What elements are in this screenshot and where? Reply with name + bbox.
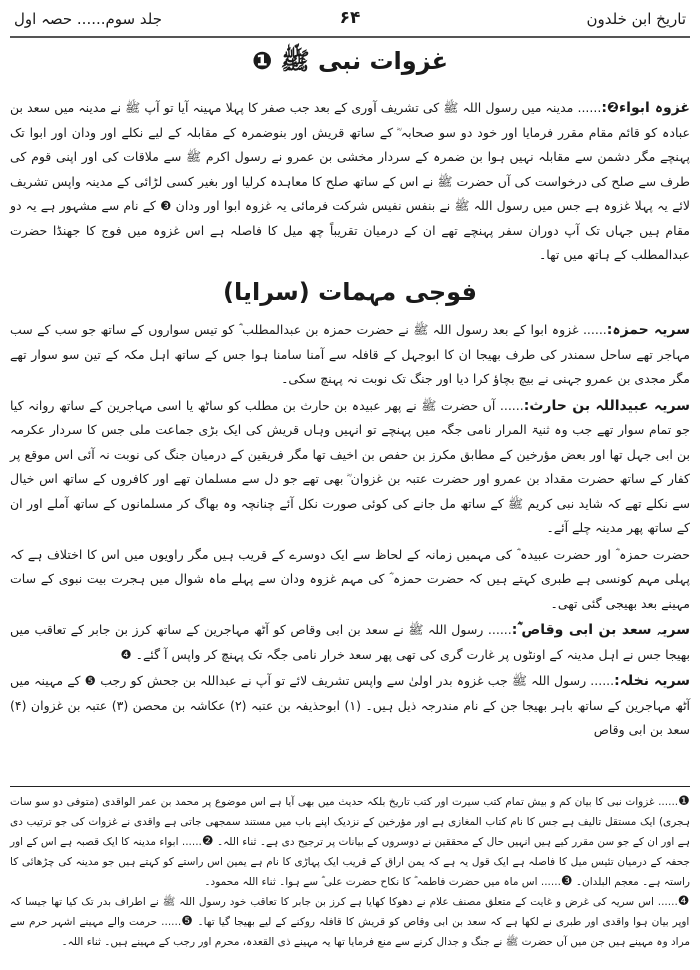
footnote-text: ...... حرمت والے مہینے اشہر حرم سے مراد وہ مہینے ہیں جن میں آں حضرت ﷺ نے جنگ و جدال کرنے سے منع فرمایا تھا یہ مہینے ذی القعدہ، محرم اور رجب کے مہینے ہیں۔ ثناء اللہ۔ — [10, 916, 690, 948]
paragraph-sariya-nakhla — [10, 669, 690, 743]
paragraph-text: ...... آں حضرت ﷺ نے پھر عبیدہ بن حارث بن مطلب کو ساٹھ یا اسی مہاجرین کے ساتھ روانہ کیا جو تمام سوار تھے جب وہ ثنیۃ المرار نامی جگہ میں پہنچے تو انہیں وہاں قریش کی ایک بڑی جماعت ملی جس کا سردار عکرمہ بن ابی جہل تھا اور بعض مؤرخین کے مطابق مکرز بن حفص بن اخیف تھا مگر فریقین کے درمیان جنگ کی نوبت نہ آئی اس موقع پر کفار کے ساتھ حضرت مقداد بن عمرو اور حضرت عتبہ بن غزوان ؓ بھی تھے جو دل سے مسلمان تھے اور کافروں کے ساتھ اس خیال سے نکلے تھے کہ شاید نبی کریم ﷺ کے ساتھ مل جانے کی کوئی صورت نکل آئے چنانچہ وہ بھاگ کر مسلمانوں کے ساتھ آملے اور ان کے ساتھ پھر مدینہ چلے آئے۔ — [10, 397, 690, 535]
paragraph-text: ...... غزوہ ابوا کے بعد رسول اللہ ﷺ نے حضرت حمزہ بن عبدالمطلب ؓ کو تیس سواروں کے ساتھ جو سب کے سب مہاجر تھے ساحل سمندر کی طرف بھیجا ان کا ابوجہل کے قافلہ سے آمنا سامنا ہوا جس کے ساتھ اہل مکہ کے تین سو سوار تھے مگر مجدی بن عمرو جہنی نے بیچ بچاؤ کرا دیا اور جنگ تک نوبت نہ پہنچ سکی۔ — [10, 322, 690, 386]
footnote-marker: ❷ — [201, 834, 214, 849]
run-in-heading: سریہ سعد بن ابی وقاص ؓ: — [511, 622, 690, 638]
run-in-heading: سریہ نخلہ: — [614, 673, 690, 689]
footnote-group — [10, 792, 690, 892]
footnote-marker: ❸ — [560, 874, 573, 889]
paragraph-text: ...... مدینہ میں رسول اللہ ﷺ کی تشریف آوری کے بعد جب صفر کا پہلا مہینہ آیا تو آپ ﷺ نے مدینہ میں سعد بن عبادہ کو قائم مقام مقرر فرمایا اور خود دو سو صحابہ ؓ کے ساتھ قریش اور بنوضمرہ کے مقابلہ کے لیے نکلے اور ودان اور ابوا تک پہنچے مگر دشمن سے مقابلہ نہیں ہوا بن ضمرہ کے سردار مخشی بن عمرو نے رسول اکرم ﷺ سے ملاقات کی اور اپنی قوم کی طرف سے صلح کی درخواست کی آں حضرت ﷺ نے اس کے ساتھ صلح کا معاہدہ کرلیا اور بغیر کسی لڑائی کے مدینہ واپس تشریف لائے یہ پہلا غزوہ ہے جس میں رسول اللہ ﷺ نے بنفس نفیس شرکت فرمائی یہ غزوہ ابوا اور ودان ❸ کے نام سے مشہور ہے یہ دو مقام ہیں جہاں تک آپ دوران سفر پہنچے تھے ان کے درمیان تقریباً چھ میل کا فاصلہ ہے اس غزوہ میں فوج کا جھنڈا حضرت عبدالمطلب کے ہاتھ میں تھا۔ — [10, 100, 690, 262]
run-in-heading: غزوہ ابواء❷: — [601, 100, 690, 116]
paragraph-text: ...... رسول اللہ ﷺ جب غزوہ بدر اولیٰ سے واپس تشریف لائے تو آپ نے عبداللہ بن جحش کو رجب ❺ کے مہینہ میں آٹھ مہاجرین کے ساتھ باہر بھیجا جن کے نام مندرجہ ذیل ہیں۔ (۱) ابوحذیفہ بن عتبہ (۲) عکاشہ بن محصن (۳) عتبہ بن غزوان (۴) سعد بن ابی وقاص — [10, 673, 691, 737]
section-heading: فوجی مہمات (سرایا) — [223, 277, 477, 306]
paragraph-text: حضرت حمزہ ؓ اور حضرت عبیدہ ؓ کی مہمیں زمانہ کے لحاظ سے ایک دوسرے کے قریب ہیں مگر راویوں میں اس کا اختلاف ہے کہ پہلی مہم کونسی ہے طبری کہتے ہیں کہ حضرت حمزہ ؓ کی مہم غزوہ ودان سے پہلے ماہ شوال میں ہجرت بیت نبوی کے سات مہینے بعد بھیجی گئی تھی۔ — [10, 546, 690, 611]
run-in-heading: سریہ عبیداللہ بن حارث: — [523, 397, 690, 414]
paragraph-ghazwa-abwa — [10, 96, 690, 268]
header-divider — [10, 36, 690, 38]
footnote-text: ...... اس سریہ کی غرض و غایت کے متعلق مصنف علام نے دھوکا کھایا ہے کرز بن جابر کا تعاقب خود رسول اللہ ﷺ نے اطراف بدر تک کیا تھا جیسا کہ اوپر بیان ہوا واقدی اور طبری نے لکھا ہے کہ سعد بن ابی وقاص کو قریش کا قافلہ روکنے کے لیے بھیجا گیا تھا۔ — [10, 896, 690, 928]
run-in-heading: سریہ حمزہ: — [606, 322, 690, 338]
main-text — [10, 96, 690, 745]
volume-label: جلد سوم...... حصہ اول — [14, 10, 163, 28]
paragraph-sariya-hamza — [10, 318, 690, 392]
footnote-divider — [10, 786, 690, 787]
paragraph-text: ...... رسول اللہ ﷺ نے سعد بن ابی وقاص کو آٹھ مہاجرین کے ساتھ کرز بن جابر کے تعاقب میں بھیجا جس نے اہل مدینہ کے اونٹوں پر غارت گری کی تھی پھر سعد خرار نامی جگہ تک پہنچ کر واپس آ گئے۔ ❹ — [10, 622, 690, 662]
footnote-marker: ❶ — [678, 794, 690, 809]
footnote-text: ...... اس ماہ میں حضرت فاطمہ ؓ کا نکاح حضرت علی ؓ سے ہوا۔ ثناء اللہ محمود۔ — [204, 876, 561, 888]
chapter-title: غزوات نبی ﷺ ❶ — [251, 47, 449, 75]
footnote-marker: ❺ — [181, 914, 194, 929]
footnote-marker: ❹ — [677, 894, 690, 909]
book-page — [10, 0, 690, 970]
footnote-text: ...... غزوات نبی کا بیان کم و بیش تمام کتب سیرت اور کتب تاریخ بلکہ حدیث میں بھی آیا ہے اس موضوع پر محمد بن عمر الواقدی (متوفی دو سو سات ہجری) ایک مستقل تالیف ہے جس کا نام کتاب المغازی ہے اور مؤرخین کے نزدیک اپنے باب میں مستند سمجھی جاتی ہے واقدی نے غزوات کی جو ترتیب دی ہے اور ان کے جو سن مقرر کیے ہیں انہیں حال کے محققین نے دوسروں کے بیانات پر ترجیح دی ہے۔ ثناء اللہ۔ — [10, 796, 690, 848]
footnotes — [10, 792, 690, 952]
footnote-text: ...... ابواء مدینہ کا ایک قصبہ ہے اس کے اور جحفہ کے درمیان تئیس میل کا فاصلہ ہے ایک قول یہ ہے کہ یمن اراق کے قریب ایک پہاڑی کا نام ہے یمین اس راستے کو کہتے ہیں جو مدینہ کی چڑھائی کا راستہ ہے۔ معجم البلدان۔ — [10, 836, 690, 888]
paragraph-sariya-saad — [10, 618, 690, 667]
paragraph-sariya-ubaidah — [10, 394, 690, 541]
book-title: تاریخ ابن خلدون — [586, 10, 686, 28]
paragraph-chronology — [10, 543, 690, 617]
page-number: ۶۴ — [339, 8, 361, 28]
footnote-group — [10, 892, 690, 952]
running-header — [10, 8, 690, 32]
